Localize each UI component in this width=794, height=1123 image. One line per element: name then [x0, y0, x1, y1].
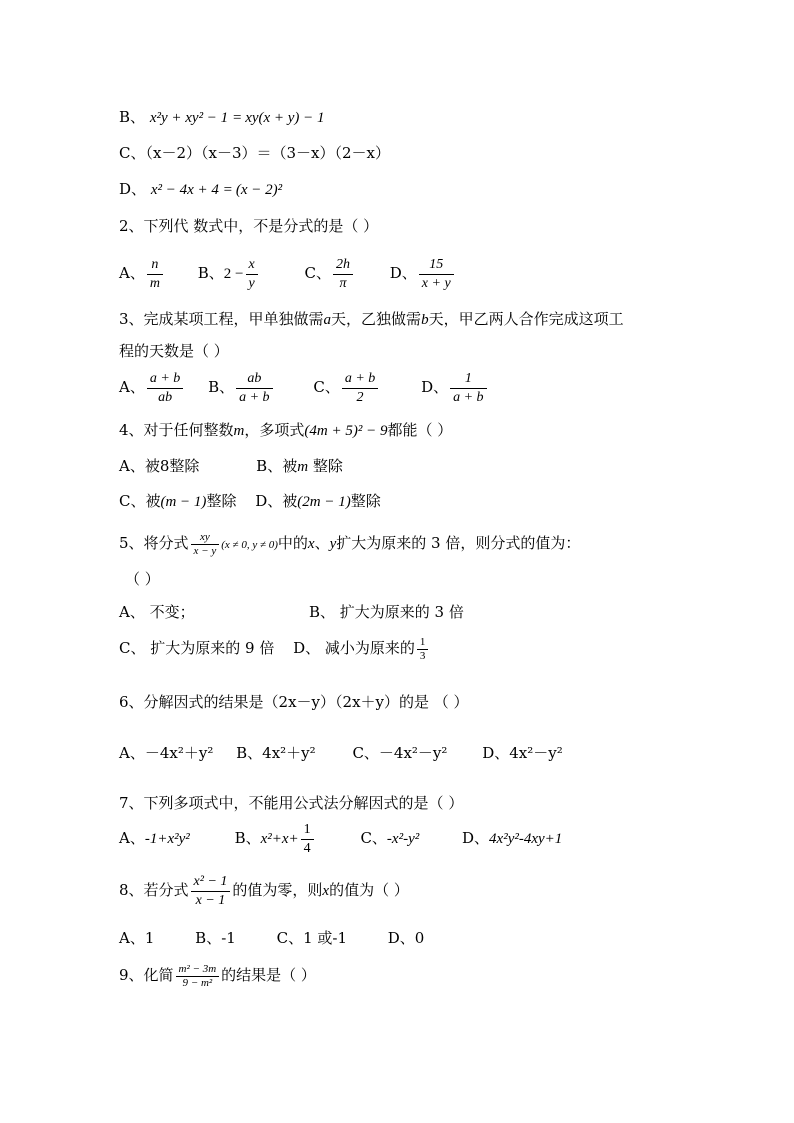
q6-option-d[interactable]: D、4x²－y²	[482, 744, 563, 762]
q8-stem: 8、若分式 $\frac{\text{x² − 1}}{x - 1}$ 的值为零，则x的值为（ ）	[119, 873, 409, 908]
q5-stem: 5、将分式 $\frac{xy}{x - y}$ (x ≠ 0, y ≠ 0)中的x、y扩大为原来的 3 倍，则分式的值为：	[119, 530, 581, 557]
q2-options	[119, 255, 456, 293]
q1-b-lhs: x²y + xy² − 1	[149, 110, 229, 126]
q5-option-a[interactable]: A、 不变；	[119, 603, 195, 621]
q4-stem: 4、对于任何整数m，多项式(4m + 5)² − 9都能（ ）	[119, 421, 453, 439]
q5-options-row1	[119, 602, 464, 622]
q2-stem: 2、下列代 数式中，不是分式的是（ ）	[119, 217, 379, 235]
q8-option-a[interactable]: A、1	[119, 929, 155, 947]
q3-option-b[interactable]: B、 $\frac{ab}{a + b}$	[208, 369, 274, 407]
q5-options-row2	[119, 630, 430, 666]
q2-option-a[interactable]: A、 $\frac{n}{m}$	[119, 255, 165, 293]
q4-options-row2	[119, 491, 381, 512]
q7-stem: 7、下列多项式中，不能用公式法分解因式的是（ ）	[119, 794, 464, 812]
q1-d-rhs: (x − 2)²	[235, 182, 283, 198]
q5-option-d[interactable]: D、 减小为原来的 $\frac{1}{3}$	[293, 630, 430, 666]
q4-option-a[interactable]: A、被8整除	[119, 457, 200, 475]
q7-option-b[interactable]: B、x²+x+ $\frac{1}{4}$	[235, 820, 316, 858]
q5-paren: （ ）	[125, 570, 160, 588]
q4-options-row1	[119, 456, 343, 477]
q4-option-d[interactable]: D、被(2m − 1)整除	[255, 492, 381, 510]
q8-option-b[interactable]: B、-1	[195, 929, 236, 947]
q1-option-c[interactable]: C、（x－2）（x－3）＝（3－x）（2－x）	[119, 144, 390, 162]
q1-option-d[interactable]: D、 x² − 4x + 4 = (x − 2)²	[119, 180, 283, 198]
q2-option-d[interactable]: D、 $\frac{15}{x + y}$	[390, 255, 456, 293]
q1-option-b[interactable]: B、 x²y + xy² − 1 = xy(x + y) − 1	[119, 108, 325, 126]
q6-options	[119, 743, 563, 763]
q4-option-c[interactable]: C、被(m − 1)整除	[119, 492, 237, 510]
q6-stem: 6、分解因式的结果是（2x－y）（2x＋y）的是 （ ）	[119, 693, 469, 711]
q1-b-rhs: xy(x + y) − 1	[245, 110, 325, 126]
q3-stem: 3、完成某项工程，甲单独做需a天，乙独做需b天，甲乙两人合作完成这项工	[119, 310, 624, 328]
q7-options	[119, 820, 562, 858]
q8-option-c[interactable]: C、1 或-1	[276, 929, 347, 947]
q3-option-a[interactable]: A、 $\frac{a + b}{ab}$	[119, 369, 185, 407]
q8-options	[119, 928, 424, 948]
q3-option-d[interactable]: D、 $\frac{1}{a + b}$	[421, 369, 488, 407]
q3-stem-line2: 程的天数是（ ）	[119, 342, 229, 360]
q1-d-lhs: x² − 4x + 4	[150, 182, 219, 198]
q7-option-a[interactable]: A、-1+x²y²	[119, 829, 190, 847]
q3-option-c[interactable]: C、 $\frac{a + b}{2}$	[313, 369, 380, 407]
q3-options	[119, 369, 489, 407]
q2-option-c[interactable]: C、 $\frac{2h}{\pi}$	[305, 255, 355, 293]
q6-option-b[interactable]: B、4x²＋y²	[236, 744, 316, 762]
q6-option-c[interactable]: C、－4x²－y²	[352, 744, 448, 762]
q8-option-d[interactable]: D、0	[387, 929, 425, 947]
q9-stem: 9、化简 $\frac{\text{m² − 3m}}{\text{9 − m²}}$ 的结果是（ ）	[119, 962, 316, 989]
q7-option-c[interactable]: C、-x²-y²	[360, 829, 420, 847]
q5-option-c[interactable]: C、 扩大为原来的 9 倍	[119, 639, 275, 657]
q7-option-d[interactable]: D、4x²y²-4xy+1	[462, 829, 563, 847]
q4-option-b[interactable]: B、被m 整除	[256, 457, 343, 475]
q2-option-b[interactable]: B、2 − $\frac{x}{y}$	[198, 255, 260, 293]
q4-expression: (4m + 5)² − 9	[304, 423, 388, 439]
q6-option-a[interactable]: A、－4x²＋y²	[119, 744, 214, 762]
q5-option-b[interactable]: B、 扩大为原来的 3 倍	[309, 603, 464, 621]
